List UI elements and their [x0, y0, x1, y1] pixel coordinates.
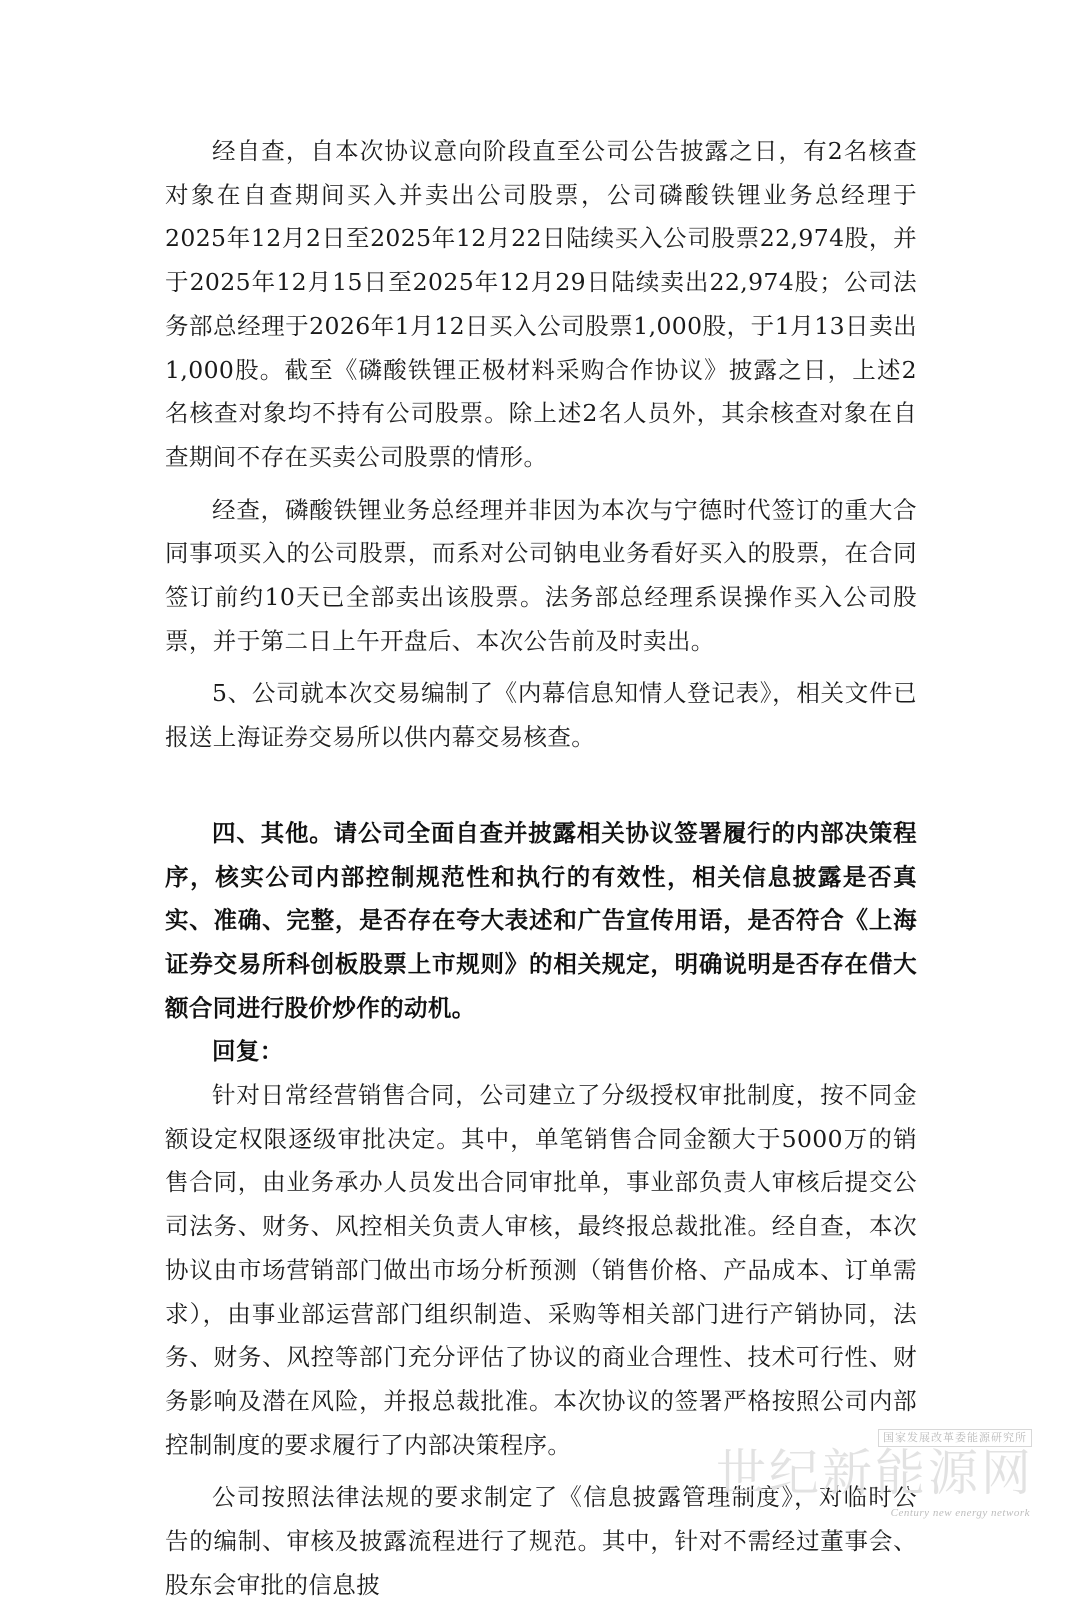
- paragraph-insider-registration: 5、公司就本次交易编制了《内幕信息知情人登记表》，相关文件已报送上海证券交易所以供内幕交易核查。: [165, 679, 917, 752]
- paragraph-investigation-result: 经查，磷酸铁锂业务总经理并非因为本次与宁德时代签订的重大合同事项买入的公司股票，而系对公司钠电业务看好买入的股票，在合同签订前约10天已全部卖出该股票。法务部总经理系误操作买入公司股票，并于第二日上午开盘后、本次公告前及时卖出。: [165, 495, 917, 655]
- watermark-english-text: Century new energy network: [890, 1507, 1030, 1519]
- paragraph-disclosure-policy: 公司按照法律法规的要求制定了《信息披露管理制度》，对临时公告的编制、审核及披露流程进行了规范。其中，针对不需经过董事会、股东会审批的信息披: [165, 1483, 917, 1599]
- watermark-logo-text: 世纪新能源网: [716, 1444, 1034, 1502]
- watermark-top-label: 国家发展改革委能源研究所: [878, 1429, 1032, 1447]
- paragraph-self-inspection: 经自查，自本次协议意向阶段直至公司公告披露之日，有2名核查对象在自查期间买入并卖出公司股票，公司磷酸铁锂业务总经理于2025年12月2日至2025年12月22日陆续买入公司股票22,974股，并于2025年12月15日至2025年12月29日陆续卖出22,974股；公司法务部总经理于2026年1月12日买入公司股票1,000股，于1月13日卖出1,000股。截至《磷酸铁锂正极材料采购合作协议》披露之日，上述2名核查对象均不持有公司股票。除上述2名人员外，其余核查对象在自查期间不存在买卖公司股票的情形。: [165, 137, 917, 471]
- document-body: [165, 130, 917, 1608]
- question-section-four: 四、其他。请公司全面自查并披露相关协议签署履行的内部决策程序，核实公司内部控制规范性和执行的有效性，相关信息披露是否真实、准确、完整，是否存在夸大表述和广告宣传用语，是否符合《上海证券交易所科创板股票上市规则》的相关规定，明确说明是否存在借大额合同进行股价炒作的动机。: [165, 818, 917, 1022]
- reply-heading: 回复：: [212, 1037, 284, 1066]
- site-watermark: [716, 1429, 1040, 1519]
- paragraph-approval-process: 针对日常经营销售合同，公司建立了分级授权审批制度，按不同金额设定权限逐级审批决定。其中，单笔销售合同金额大于5000万的销售合同，由业务承办人员发出合同审批单，事业部负责人审核后提交公司法务、财务、风控相关负责人审核，最终报总裁批准。经自查，本次协议由市场营销部门做出市场分析预测（销售价格、产品成本、订单需求），由事业部运营部门组织制造、采购等相关部门进行产销协同，法务、财务、风控等部门充分评估了协议的商业合理性、技术可行性、财务影响及潜在风险，并报总裁批准。本次协议的签署严格按照公司内部控制制度的要求履行了内部决策程序。: [165, 1081, 917, 1459]
